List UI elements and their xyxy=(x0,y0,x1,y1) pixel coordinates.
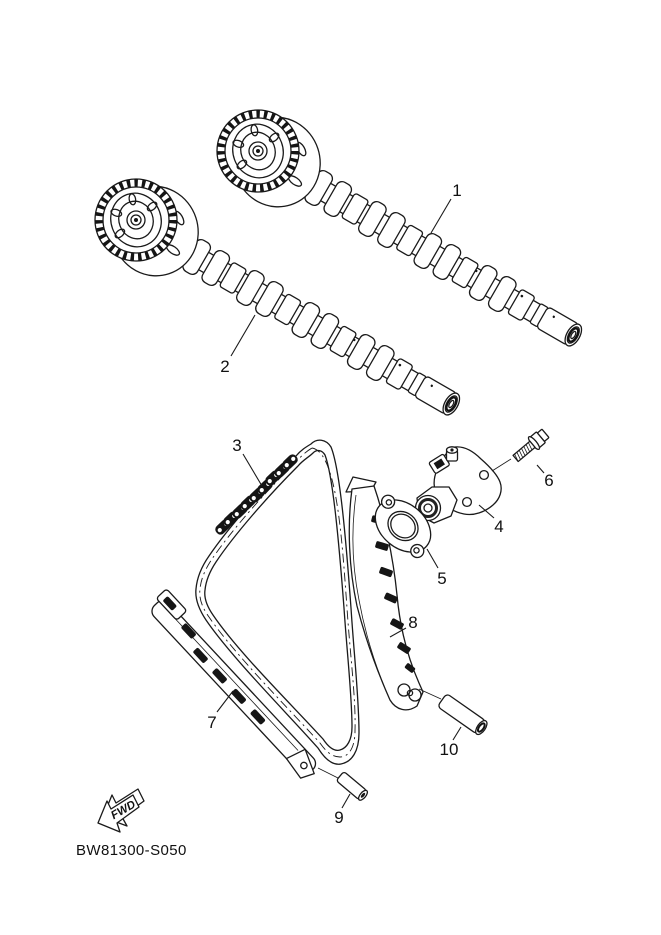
tensioner-bolt-drawing xyxy=(510,427,550,464)
callout-leader-7 xyxy=(217,691,233,712)
fwd-arrow-label: FWD xyxy=(109,798,138,823)
callout-leader-2 xyxy=(231,315,255,356)
callout-10[interactable]: 10 xyxy=(439,740,459,759)
callout-2[interactable]: 2 xyxy=(220,357,230,376)
callout-3[interactable]: 3 xyxy=(232,436,242,455)
pin-small-drawing xyxy=(336,771,369,801)
camshaft-1-drawing xyxy=(217,106,588,355)
timing-chain-drawing xyxy=(196,440,359,764)
callout-1[interactable]: 1 xyxy=(452,181,462,200)
callout-leader-1 xyxy=(431,199,451,233)
pin-large-drawing xyxy=(437,693,489,736)
callout-7[interactable]: 7 xyxy=(207,713,217,732)
callout-9[interactable]: 9 xyxy=(334,808,344,827)
fwd-arrow-icon xyxy=(98,789,144,832)
assembly-line-tensioner-bolt xyxy=(492,459,511,471)
callout-5[interactable]: 5 xyxy=(437,569,447,588)
callout-4[interactable]: 4 xyxy=(494,517,504,536)
callout-6[interactable]: 6 xyxy=(544,471,554,490)
chain-tensioner-drawing xyxy=(416,447,502,523)
callout-leader-6 xyxy=(537,465,544,473)
assembly-line-guide7-pin9 xyxy=(318,768,338,778)
callout-8[interactable]: 8 xyxy=(408,613,418,632)
diagram-code-text: BW81300-S050 xyxy=(76,842,187,859)
callout-leader-10 xyxy=(453,727,461,740)
callout-leader-5 xyxy=(427,549,438,568)
camshaft-2-drawing xyxy=(95,175,466,424)
callout-leader-9 xyxy=(342,794,350,808)
callout-leader-3 xyxy=(243,454,262,486)
